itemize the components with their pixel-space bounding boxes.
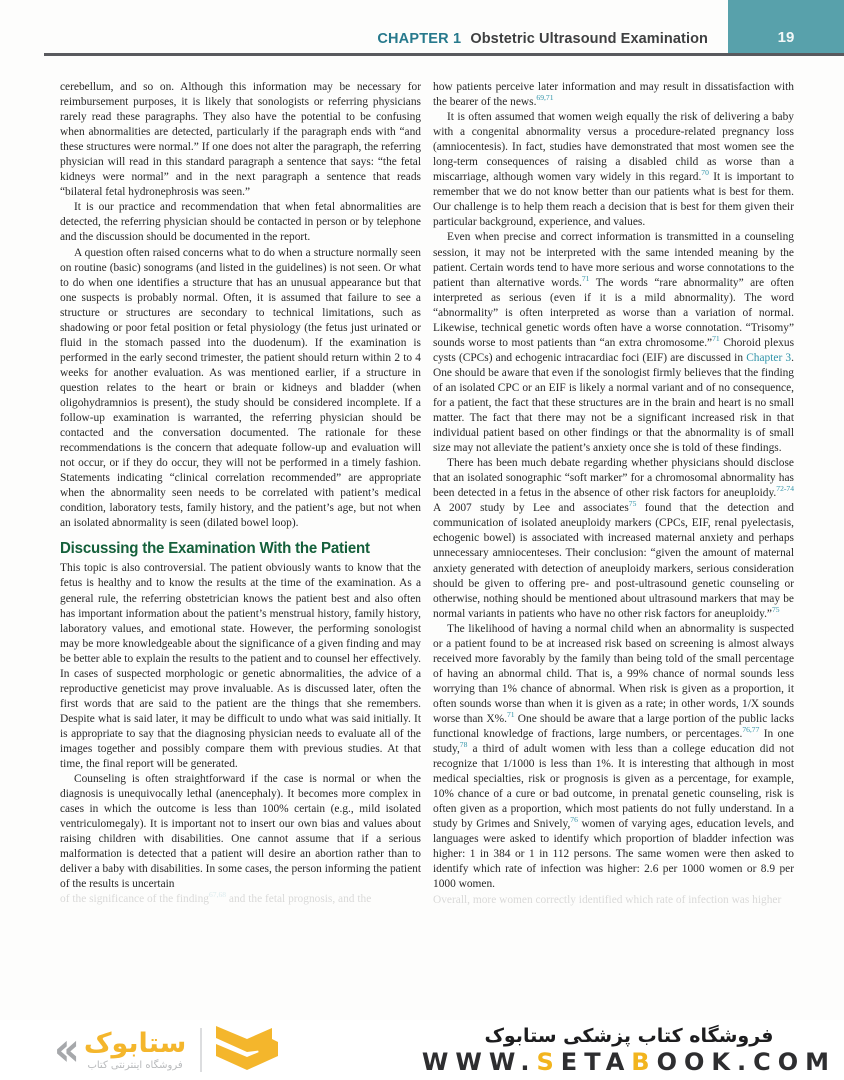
section-heading: Discussing the Examination With the Patient	[60, 540, 370, 558]
footer-right	[422, 1025, 836, 1076]
url-segment: S	[536, 1047, 561, 1076]
url-segment: B	[631, 1047, 657, 1076]
paragraph: The likelihood of having a normal child when an abnormality is suspected or a patient found to be at increased risk based on screening is almost always received more favorably by the family than being told of the small percentage of having an abnormal child. That is, a 99% chance of normal sounds less worrying than 1% chance of abnormal. When risk is given as a proportion, it often sounds worse than when it is given as a rate; in other words, 1/X sounds worse than X%.$^{71}$ One should be aware that a large portion of the public lacks functional knowledge of fractions, large numbers, or percentages.$^{76,77}$ In one study,$^{78}$ a third of adult women with less than a college education did not recognize that 1/1000 is less than 1%. It is interesting that although in most medical specialties, risk or prognosis is given as a percentage, for example, 10% chance of a cure or bad outcome, in prenatal genetic counseling, risk is often given as a proportion, which most patients do not fully understand. In a study by Grimes and Snively,$^{76}$ women of varying ages, education levels, and languages were asked to identify which proportion of bladder infection was higher: 1 in 384 or 1 in 112 persons. The same women were then asked to identify which rate of infection was higher: 2.6 per 1000 women or 8.9 per 1000 women.	[433, 622, 795, 891]
url-segment: OOK.COM	[656, 1047, 836, 1076]
persian-title: فروشگاه کتاب پزشکی ستابوک	[484, 1024, 774, 1047]
logo-divider	[200, 1028, 202, 1072]
reference-superscript: 70	[701, 168, 709, 178]
paragraph: Counseling is often straightforward if the case is normal or when the diagnosis is unequivocally lethal (anencephaly). It becomes more complex in cases in which the outcome is less than 100% certain (e.g., mild isolated ventriculomegaly). It is important not to insert our own bias and values about raising children with disabilities. One cannot assume that if a serious malformation is detected that a patient will desire an abortion rather than to deliver a baby with disabilities. In some cases, the person informing the patient of the results is uncertain	[60, 773, 421, 891]
reference-superscript: 72-74	[776, 484, 794, 494]
logo-tagline: فروشگاه اینترنتی کتاب	[87, 1059, 183, 1071]
reference-superscript: 75	[771, 604, 780, 614]
reference-superscript: 67,68	[208, 890, 227, 900]
guillemet-icon: «	[54, 1023, 80, 1077]
reference-superscript: 75	[628, 499, 637, 509]
brand-script: ستابوک	[83, 1027, 187, 1059]
faded-paragraph: Overall, more women correctly identified which rate of infection was higher	[433, 893, 782, 906]
reference-superscript: 69,71	[536, 93, 554, 103]
paragraph: cerebellum, and so on. Although this information may be necessary for reimbursement purposes, it is likely that sonologists or referring physicians rarely read these paragraphs. They also have the potential to be confusing when abnormalities are detected, particularly if the paragraph ends with “and these structures were normal.” If one does not alter the paragraph, the referring physician will read in this standard paragraph a sentence that says: “the fetal kidneys were normal” and in the next paragraph a sentence that reads “bilateral fetal hydronephrosis was seen.”	[60, 81, 421, 199]
paragraph: It is often assumed that women weigh equally the risk of delivering a baby with a congenital abnormality versus a procedure-related pregnancy loss (amniocentesis). In fact, studies have demonstrated that most women see the long-term consequences of raising a disabled child as worse than a miscarriage, although women vary widely in this regard.$^{70}$ It is important to remember that we do not know better than our patients what is best for them. Our challenge is to help them reach a decision that is best for them given their particular background, experience, and values.	[433, 111, 794, 229]
reference-superscript: 71	[506, 710, 515, 720]
url-segment: ETA	[560, 1047, 632, 1076]
url-segment: WWW.	[421, 1047, 537, 1076]
reference-superscript: 78	[459, 740, 468, 750]
site-url	[422, 1048, 836, 1076]
fade-overlay	[0, 972, 844, 1022]
logo-text-block	[83, 1027, 187, 1071]
reference-superscript: 76	[570, 815, 578, 825]
paragraph: This topic is also controversial. The patient obviously wants to know that the fetus is healthy and to know the results at the time of the examination. As a general rule, the referring obstetrician knows the patient best and also often has important information about the patient’s menstrual history, family history, laboratory values, and emotional state. However, the performing sonologist may be more knowledgeable about the significance of a given finding and may be better able to explain the results to the patient and to counsel her effectively. In cases of suspected morphologic or genetic abnormalities, the advice of a reproductive geneticist may prove invaluable. As is discussed later, often the first words that are said to the patient are the things that she remembers. Despite what is said later, it may be difficult to undo what was said initially. It is appropriate to say that the diagnosing physician needs to evaluate all of the images together and possibly compare them with previous studies. At that time, the final report will be generated.	[60, 562, 421, 771]
page-number-box	[728, 0, 844, 53]
header-rule	[44, 53, 844, 56]
paragraph: There has been much debate regarding whether physicians should disclose that an isolated sonographic “soft marker” for a chromosomal abnormality has been detected in a fetus in the absence of other risk factors for aneuploidy.$^{72-74}$ A 2007 study by Lee and associates$^{75}$ found that the detection and communication of isolated aneuploidy markers (CPCs, EIF, renal pyelectasis, echogenic bowel) is associated with increased maternal anxiety and perhaps unnecessary amniocenteses. Their conclusion: “given the amount of maternal anxiety generated with detection of aneuploidy markers, serious consideration should be given to offering pre- and post-ultrasound genetic counseling or otherwise, nothing should be mentioned about ultrasound markers that may be normal variants in patients who have no other risk factors for aneuploidy.”$^{75}$	[433, 457, 794, 620]
chapter-label: CHAPTER 1	[377, 31, 462, 47]
faded-paragraph: of the significance of the finding$^{67,68}$ and the fetal prognosis, and the	[60, 890, 372, 906]
reference-superscript: 76,77	[742, 725, 760, 735]
chapter-title: Obstetric Ultrasound Examination	[470, 31, 708, 47]
paragraph: Even when precise and correct information is transmitted in a counseling session, it may not be interpreted with the same intended meaning by the patient. Certain words tend to have more serious and worse connotations to the patient than alternative words.$^{71}$ The words “rare abnormality” are often interpreted as serious (even if it is a mild abnormality). The word “abnormality” is often interpreted as worse than a variation of normal. Likewise, technical genetic words often have a worse connotation. “Trisomy” sounds worse to most patients than “an extra chromosome.”$^{71}$ Choroid plexus cysts (CPCs) and echogenic intracardiac foci (EIF) are discussed in Chapter 3. One should be aware that even if the sonologist firmly believes that the finding of an isolated CPC or an EIF is likely a normal variant and of no consequence, for a patient, the fact that these structures are in the brain and heart is no small matter. The fact that there may not be a significant increased risk in that individual patient based on other findings or that the abnormality is of small size may not alleviate the patient’s anxiety once she is told of these findings.	[433, 231, 794, 455]
page-footer	[0, 1020, 844, 1080]
column-left	[60, 80, 421, 907]
reference-superscript: 71	[712, 334, 720, 343]
paragraph: It is our practice and recommendation that when fetal abnormalities are detected, the referring physician should be contacted in person or by telephone and the discussion should be documented in the report.	[60, 201, 421, 244]
setabook-logo	[54, 1024, 280, 1076]
paragraph: how patients perceive later information and may result in dissatisfaction with the bearer of the news.$^{69,71}$	[433, 81, 794, 109]
column-right	[433, 80, 794, 908]
setabook-emblem-icon	[214, 1024, 280, 1076]
reference-superscript: 71	[581, 273, 590, 283]
chapter-link[interactable]: Chapter 3	[746, 351, 792, 364]
page-number: 19	[777, 29, 795, 46]
page-header	[0, 31, 708, 47]
paragraph: A question often raised concerns what to do when a structure normally seen on routine (basic) sonograms (and listed in the guidelines) is not seen. Or what to do when one identifies a structure that has an unusual appearance but that one suspects is probably normal. Often, it is assumed that failure to see a structure or structures are secondary to technical limitations, such as shadowing or poor fetal position or fetal physiology (the fetus just urinated or fluid in the stomach passed into the duodenum). If the examination is performed in the early second trimester, the patient should return within 2 to 4 weeks for another evaluation. As was mentioned earlier, if a structure in question relates to the heart or brain or kidneys and bladder (when oligohydramnios is present), the study should be considered incomplete. If a follow-up examination is warranted, the referring physician should be contacted and the conversation documented. The rationale for these recommendations is the concern that adequate follow-up and evaluation will not occur, or if they do occur, they will not be performed in a timely fashion. Statements indicating “clinical correlation recommended” are appropriate when the abnormality seen needs to be correlated with patient’s medical condition, laboratory tests, family history, and the patient’s age, but not when an isolated abnormality is seen (dilated bowel loop).	[60, 246, 421, 530]
